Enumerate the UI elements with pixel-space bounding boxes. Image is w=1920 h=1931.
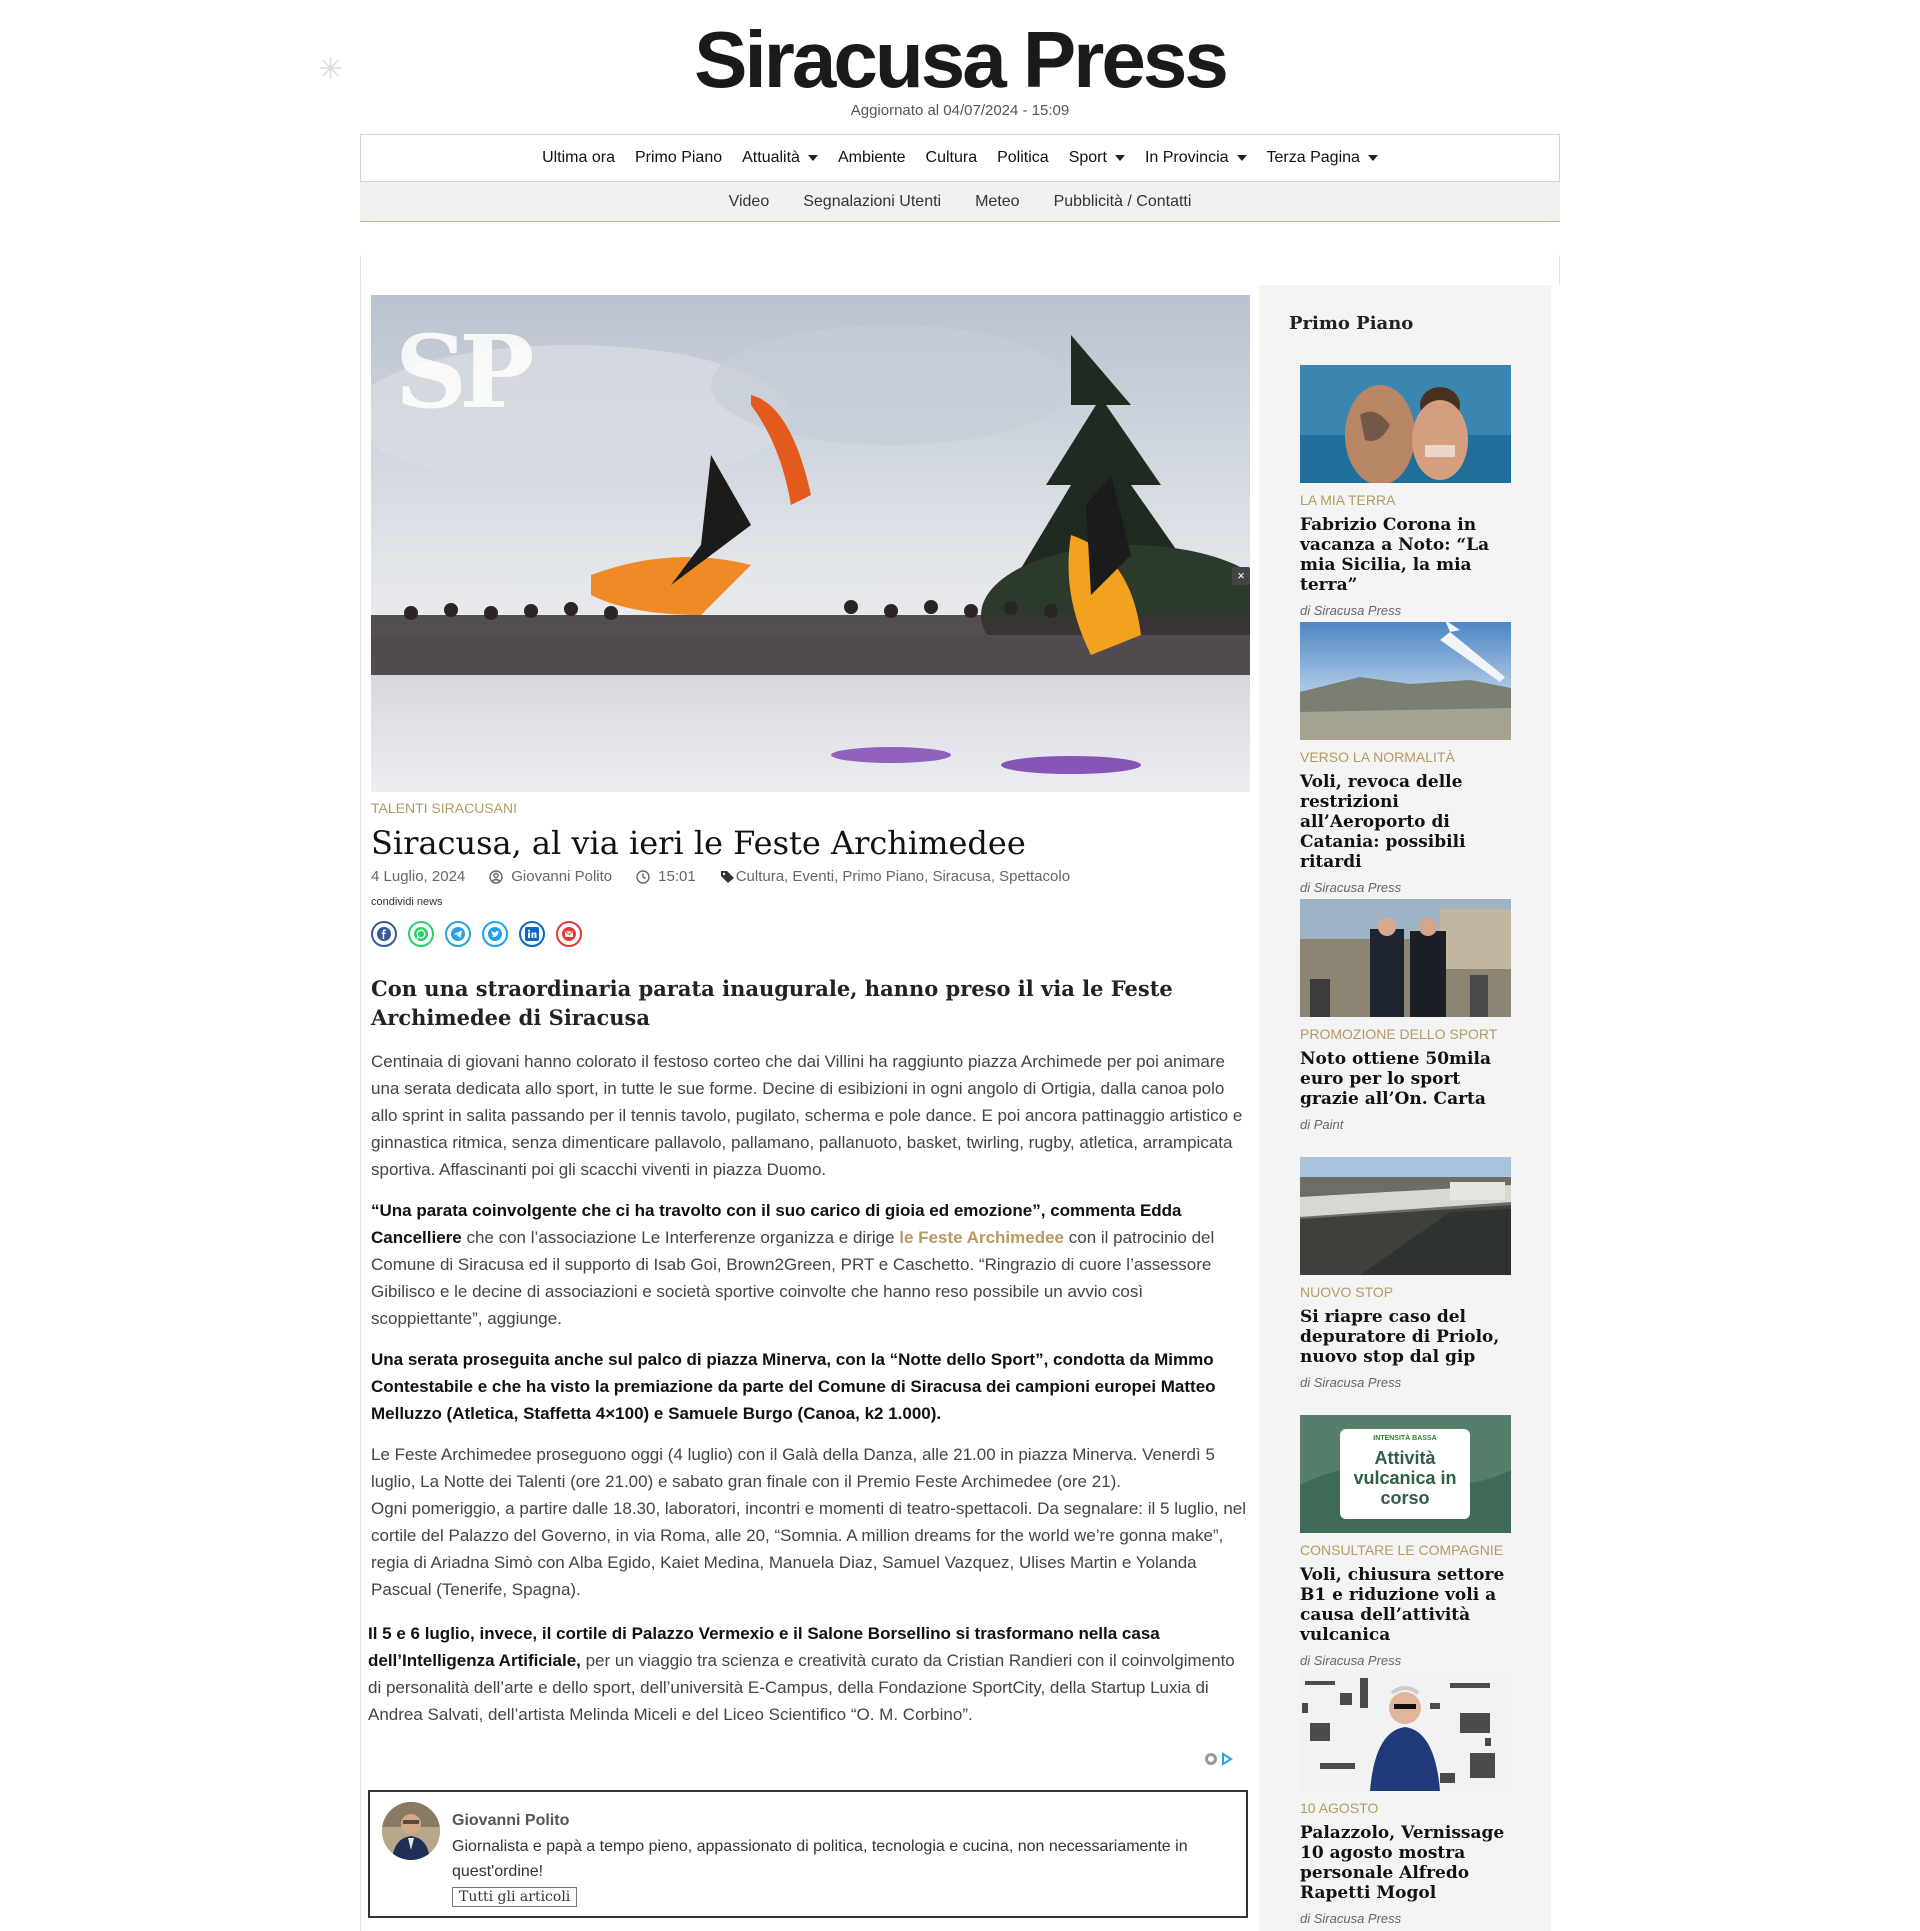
paragraph-text: Ogni pomeriggio, a partire dalle 18.30, laboratori, incontri e momenti di teatro-spettacoli. Da segnalare: il 5 luglio, nel cortile del Palazzo del Governo, in via Roma, alle 20, “Somnia. A million dreams for the world we’re gonna make”, regia di Ariadna Simò con Alba Egido, Kaiet Medina, Manuela Diaz, Samuel Vazquez, Ulises Martin e Yolanda Pascual (Tenerife, Spagna). (371, 1499, 1247, 1599)
nav-video[interactable]: Video (728, 192, 770, 210)
sidebar-article-card[interactable] (1300, 365, 1511, 618)
intensity-label: INTENSITÀ BASSA (1373, 1435, 1437, 1442)
article-author[interactable]: Giovanni Polito (511, 868, 613, 885)
nav-label: Primo Piano (634, 149, 723, 166)
avatar[interactable] (382, 1802, 440, 1860)
nav-label: Cultura (925, 149, 978, 166)
clock-icon (636, 870, 650, 884)
chevron-down-icon (1115, 155, 1125, 161)
author-name[interactable]: Giovanni Polito (452, 1812, 570, 1829)
sidebar-article-card[interactable] (1300, 1415, 1511, 1668)
hero-image (371, 295, 1250, 792)
share-buttons (371, 921, 582, 947)
article-paragraph: Centinaia di giovani hanno colorato il festoso corteo che dai Villini ha raggiunto piazza Archimede per poi animare una serata dedicata allo sport, in tutte le sue forme. Decine di esibizioni in ogni angolo di Ortigia, dalla canoa polo allo sprint in salita passando per il tennis tavolo, pugilato, scherma e pole dance. E poi ancora pattinaggio artistico e ginnastica ritmica, senza dimenticare pallavolo, pallamano, pallanuoto, basket, twirling, rugby, atletica, arrampicata sportiva. Affascinanti poi gli scacchi viventi in piazza Duomo. (371, 1052, 1243, 1179)
article-headline[interactable]: Fabrizio Corona in vacanza a Noto: “La mia Sicilia, la mia terra” (1300, 515, 1490, 595)
article-paragraph (371, 1346, 1251, 1427)
paragraph-text: con il patrocinio del Comune di Siracusa ed il supporto di Isab Goi, Brown2Green, PRT e Caschetto. “Ringrazio di cuore l’assessore Gibilisco e le decine di associazioni e società sportive coinvolte che hanno reso possibile un avvio così scoppiettante”, aggiunge. (371, 1228, 1215, 1328)
article-thumbnail[interactable] (1300, 1415, 1511, 1533)
nav-label: Ambiente (837, 149, 906, 166)
nav-politica[interactable] (997, 149, 1049, 167)
article-thumbnail[interactable] (1300, 1157, 1511, 1275)
nav-label: Attualità (742, 149, 800, 166)
nav-cultura[interactable] (926, 149, 978, 167)
nav-sport[interactable] (1069, 149, 1125, 167)
article-kicker[interactable]: PROMOZIONE DELLO SPORT (1300, 1026, 1498, 1042)
whatsapp-share-button[interactable] (408, 921, 434, 947)
nav-attualita[interactable] (742, 149, 818, 167)
linkedin-share-button[interactable] (519, 921, 545, 947)
twitter-icon (488, 927, 502, 941)
decorative-sparkle-icon: ✳ (318, 53, 344, 86)
article-thumbnail[interactable] (1300, 622, 1511, 740)
paragraph-text: per un viaggio tra scienza e creatività curato da Cristian Randieri con il coinvolgimento di personalità dell’arte e dello sport, dell’università E-Campus, della Fondazione SportCity, della Startup Luxia di Andrea Salvati, dell’artista Melinda Miceli e del Liceo Scientifico “O. M. Corbino”. (368, 1651, 1235, 1724)
article-kicker[interactable]: CONSULTARE LE COMPAGNIE (1300, 1542, 1504, 1558)
article-byline: di Siracusa Press (1300, 603, 1402, 618)
nav-pubblicita-contatti[interactable]: Pubblicità / Contatti (1053, 192, 1192, 210)
sidebar-primo-piano (1259, 285, 1551, 1931)
article-byline: di Siracusa Press (1300, 880, 1402, 895)
nav-primo-piano[interactable] (635, 149, 722, 167)
share-label: condividi news (371, 896, 443, 908)
chevron-down-icon (1237, 155, 1247, 161)
nav-ambiente[interactable] (838, 149, 906, 167)
nav-in-provincia[interactable] (1145, 149, 1247, 167)
article-tags[interactable]: Cultura, Eventi, Primo Piano, Siracusa, Spettacolo (735, 868, 1071, 885)
article-byline: di Siracusa Press (1300, 1653, 1402, 1668)
close-icon[interactable]: × (1232, 567, 1250, 585)
facebook-icon (377, 927, 391, 941)
nav-terza-pagina[interactable] (1267, 149, 1378, 167)
article-lead: Con una straordinaria parata inaugurale, hanno preso il via le Feste Archimedee di Siracusa (371, 976, 1173, 1030)
tag-icon (720, 870, 736, 884)
article-category[interactable]: TALENTI SIRACUSANI (371, 800, 517, 816)
user-icon (489, 870, 503, 884)
bold-text: Una serata proseguita anche sul palco di piazza Minerva, con la “Notte dello Sport”, condotta da Mimmo Contestabile e che ha visto la premiazione da parte del Comune di Siracusa dei campioni europei Matteo Melluzzo (Atletica, Staffetta 4×100) e Samuele Burgo (Canoa, k2 1.000). (371, 1350, 1216, 1423)
paragraph-text: Le Feste Archimedee proseguono oggi (4 luglio) con il Galà della Danza, alle 21.00 in piazza Minerva. Venerdì 5 luglio, La Notte dei Talenti (ore 21.00) e sabato gran finale con il Premio Feste Archimedee (ore 21). (371, 1445, 1215, 1491)
bold-text: Il 5 e 6 luglio, invece, il cortile di Palazzo Vermexio e il Salone Borsellino si trasformano nella casa dell’Intelligenza Artificiale, (368, 1624, 1160, 1670)
telegram-share-button[interactable] (445, 921, 471, 947)
nav-segnalazioni-utenti[interactable]: Segnalazioni Utenti (803, 192, 942, 210)
article-byline: di Siracusa Press (1300, 1375, 1402, 1390)
updated-timestamp: Aggiornato al 04/07/2024 - 15:09 (850, 102, 1070, 119)
chevron-down-icon (808, 155, 818, 161)
adchoices-icon[interactable] (1204, 1752, 1233, 1766)
content-divider (360, 285, 361, 1931)
facebook-share-button[interactable] (371, 921, 397, 947)
email-icon (562, 927, 576, 941)
primary-nav (360, 134, 1560, 182)
article-headline[interactable]: Voli, revoca delle restrizioni all’Aeroporto di Catania: possibili ritardi (1300, 772, 1466, 872)
paragraph-text: che con l’associazione Le Interferenze organizza e dirige (461, 1228, 900, 1247)
nav-label: Terza Pagina (1266, 149, 1360, 166)
nav-label: Politica (997, 149, 1049, 166)
article-thumbnail[interactable] (1300, 899, 1511, 1017)
all-articles-button[interactable]: Tutti gli articoli (452, 1887, 577, 1907)
article-time: 15:01 (658, 868, 696, 885)
sidebar-title: Primo Piano (1289, 313, 1414, 334)
volcanic-activity-badge (1340, 1429, 1470, 1519)
article-paragraph (371, 1441, 1251, 1603)
article-kicker[interactable]: LA MIA TERRA (1300, 492, 1396, 508)
sidebar-article-card[interactable] (1300, 899, 1511, 1132)
sidebar-article-card[interactable] (1300, 622, 1511, 895)
quote-text: “Una parata coinvolgente che ci ha travolto con il suo carico di gioia ed emozione”, commenta Edda Cancelliere (371, 1201, 1182, 1247)
volcanic-activity-text: Attività vulcanica in corso (1353, 1448, 1457, 1508)
article-paragraph (371, 1197, 1251, 1332)
article-date: 4 Luglio, 2024 (371, 868, 466, 885)
article-kicker[interactable]: NUOVO STOP (1300, 1284, 1394, 1300)
nav-label: In Provincia (1144, 149, 1229, 166)
sidebar-article-card[interactable] (1300, 1157, 1511, 1390)
sidebar-article-card[interactable] (1300, 1673, 1511, 1926)
article-title: Siracusa, al via ieri le Feste Archimedee (371, 824, 1026, 862)
article-byline: di Paint (1300, 1117, 1344, 1132)
content-frame (360, 255, 1560, 285)
article-kicker[interactable]: 10 AGOSTO (1300, 1800, 1379, 1816)
article-headline[interactable]: Si riapre caso del depuratore di Priolo, nuovo stop dal gip (1300, 1307, 1500, 1367)
article-headline[interactable]: Voli, chiusura settore B1 e riduzione voli a causa dell’attività vulcanica (1300, 1565, 1505, 1645)
article-kicker[interactable]: VERSO LA NORMALITÀ (1300, 749, 1455, 765)
article-headline[interactable]: Noto ottiene 50mila euro per lo sport grazie all’On. Carta (1300, 1049, 1491, 1109)
article-byline: di Siracusa Press (1300, 1911, 1402, 1926)
play-icon (1221, 1752, 1233, 1766)
secondary-nav (360, 182, 1560, 222)
linkedin-icon (525, 927, 539, 941)
nav-ultima-ora[interactable] (542, 149, 615, 167)
author-box (368, 1790, 1248, 1918)
ad-info-icon (1204, 1752, 1218, 1766)
chevron-down-icon (1368, 155, 1378, 161)
article-paragraph (368, 1620, 1248, 1728)
article-meta (371, 868, 1070, 885)
site-logo[interactable]: Siracusa Press (694, 15, 1226, 104)
article-thumbnail[interactable] (1300, 365, 1511, 483)
nav-label: Sport (1068, 149, 1107, 166)
article-headline[interactable]: Palazzolo, Vernissage 10 agosto mostra personale Alfredo Rapetti Mogol (1300, 1823, 1505, 1903)
whatsapp-icon (414, 927, 428, 941)
email-share-button[interactable] (556, 921, 582, 947)
nav-label: Ultima ora (542, 149, 615, 166)
nav-meteo[interactable]: Meteo (975, 192, 1020, 210)
twitter-share-button[interactable] (482, 921, 508, 947)
feste-archimedee-link[interactable]: le Feste Archimedee (899, 1228, 1065, 1247)
article-thumbnail[interactable] (1300, 1673, 1511, 1791)
telegram-icon (451, 927, 465, 941)
author-bio: Giornalista e papà a tempo pieno, appassionato di politica, tecnologia e cucina, non necessariamente in quest'ordine! (452, 1838, 1188, 1880)
hero-watermark-logo: SP (395, 313, 527, 431)
